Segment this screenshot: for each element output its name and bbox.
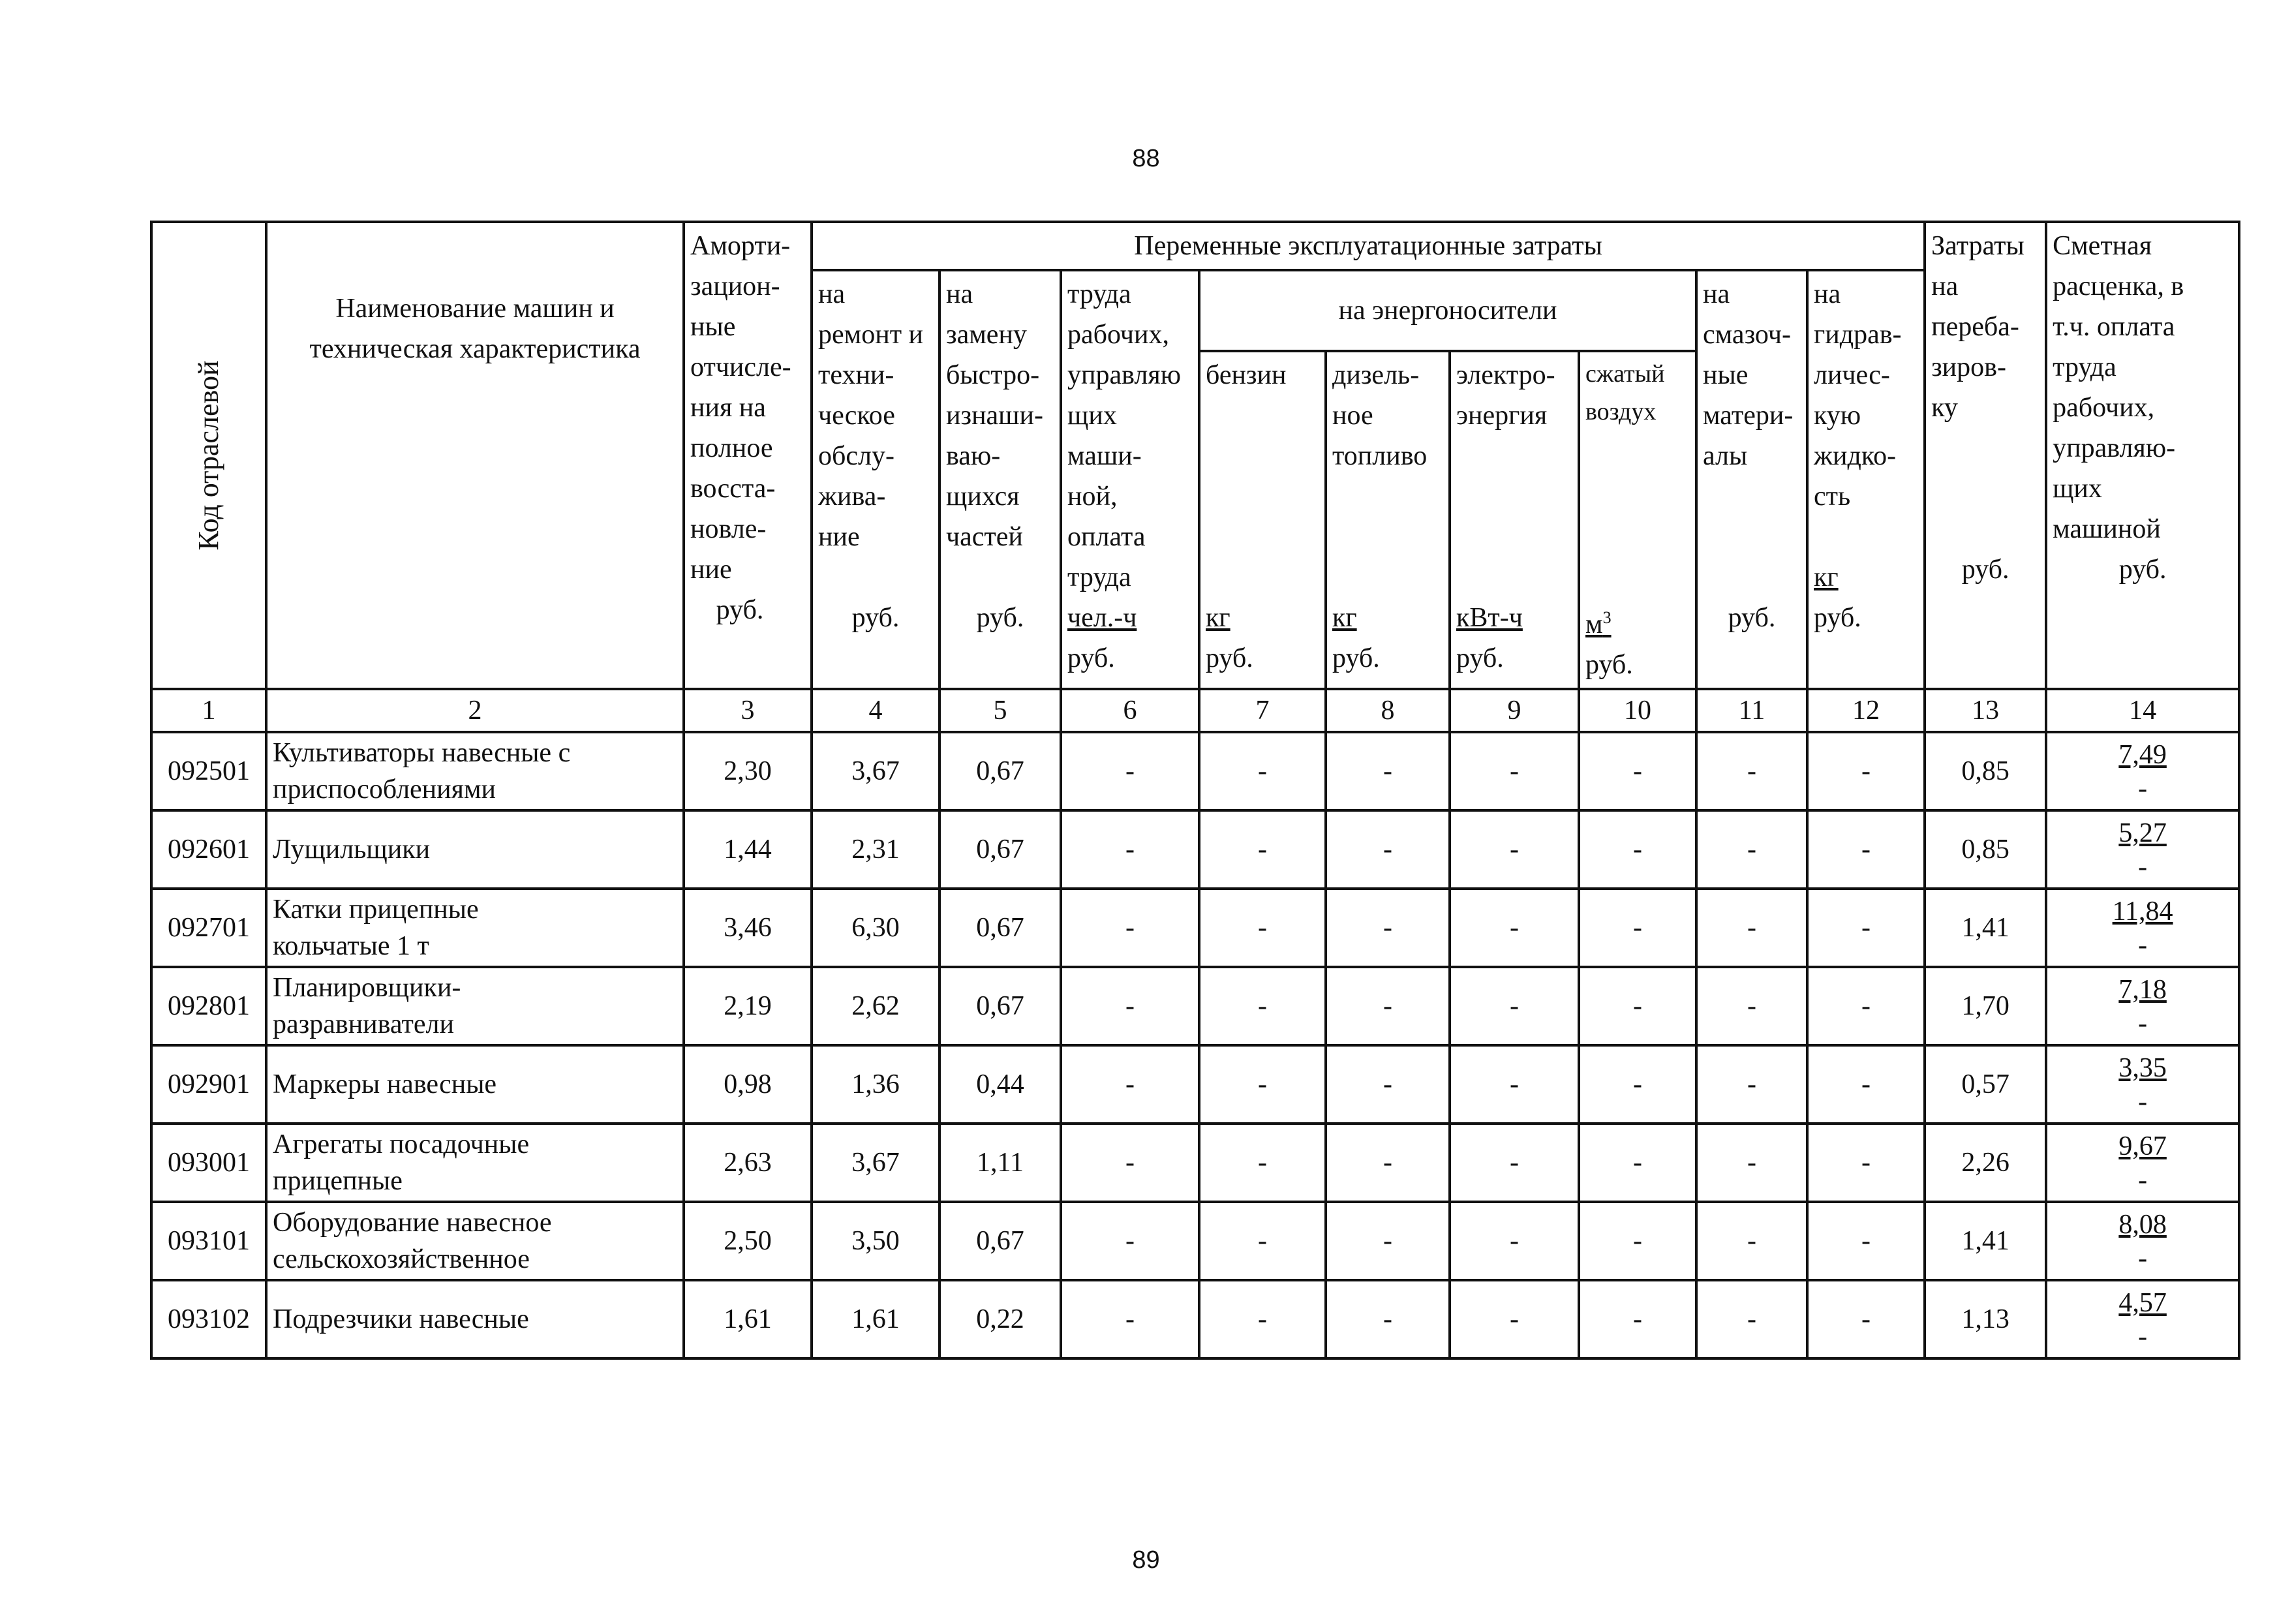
- column-number: 13: [1925, 689, 2046, 732]
- amortization-value: 1,61: [684, 1280, 812, 1358]
- machine-cost-table: [150, 221, 2240, 1360]
- column-number: 10: [1579, 689, 1696, 732]
- parts-value: 0,67: [940, 810, 1061, 889]
- empty-value: -: [1579, 889, 1696, 967]
- table-row: [151, 1202, 2239, 1280]
- header-hydraulic: на гидрав- личес- кую жидко- сть кг руб.: [1807, 270, 1925, 689]
- empty-value: -: [1199, 967, 1326, 1045]
- empty-value: -: [1326, 1045, 1450, 1124]
- repair-value: 2,62: [812, 967, 940, 1045]
- table-row: [151, 1280, 2239, 1358]
- empty-value: -: [1450, 1202, 1579, 1280]
- relocation-value: 0,85: [1925, 732, 2046, 810]
- repair-value: 6,30: [812, 889, 940, 967]
- parts-value: 0,22: [940, 1280, 1061, 1358]
- estimate-price: [2046, 1124, 2239, 1202]
- empty-value: -: [1199, 1202, 1326, 1280]
- empty-value: -: [1807, 1124, 1925, 1202]
- empty-value: -: [1807, 889, 1925, 967]
- header-relocation: Затраты на переба- зиров- ку руб.: [1925, 222, 2046, 689]
- machine-name: Маркеры навесные: [266, 1045, 684, 1124]
- header-name: Наименование машин и техническая характеристика: [266, 222, 684, 689]
- machine-name: Планировщики- разравниватели: [266, 967, 684, 1045]
- empty-value: -: [1696, 1202, 1807, 1280]
- empty-value: -: [1696, 1045, 1807, 1124]
- header-energy: на энергоносители: [1199, 270, 1696, 351]
- empty-value: -: [1199, 1124, 1326, 1202]
- repair-value: 1,36: [812, 1045, 940, 1124]
- estimate-total: 7,18: [2118, 975, 2167, 1005]
- estimate-labor: -: [2138, 1244, 2148, 1274]
- estimate-price: [2046, 1280, 2239, 1358]
- machine-code: 092901: [151, 1045, 266, 1124]
- amortization-value: 2,30: [684, 732, 812, 810]
- parts-value: 0,67: [940, 967, 1061, 1045]
- machine-name: Оборудование навесное сельскохозяйственное: [266, 1202, 684, 1280]
- header-parts: на замену быстро- изнаши- ваю- щихся частей руб.: [940, 270, 1061, 689]
- estimate-labor: -: [2138, 1009, 2148, 1039]
- machine-code: 093101: [151, 1202, 266, 1280]
- parts-value: 1,11: [940, 1124, 1061, 1202]
- header-petrol: бензин кг руб.: [1199, 351, 1326, 689]
- table-row: [151, 1124, 2239, 1202]
- machine-name: Культиваторы навесные с приспособлениями: [266, 732, 684, 810]
- empty-value: -: [1450, 1280, 1579, 1358]
- empty-value: -: [1450, 967, 1579, 1045]
- relocation-value: 1,41: [1925, 1202, 2046, 1280]
- amortization-value: 2,63: [684, 1124, 812, 1202]
- column-number: 4: [812, 689, 940, 732]
- relocation-value: 1,41: [1925, 889, 2046, 967]
- header-diesel: дизель- ное топливо кг руб.: [1326, 351, 1450, 689]
- empty-value: -: [1199, 732, 1326, 810]
- empty-value: -: [1807, 1045, 1925, 1124]
- amortization-value: 2,50: [684, 1202, 812, 1280]
- relocation-value: 1,13: [1925, 1280, 2046, 1358]
- table-row: [151, 732, 2239, 810]
- empty-value: -: [1579, 810, 1696, 889]
- machine-code: 093102: [151, 1280, 266, 1358]
- empty-value: -: [1061, 732, 1199, 810]
- estimate-labor: -: [2138, 1087, 2148, 1117]
- estimate-labor: -: [2138, 774, 2148, 804]
- empty-value: -: [1061, 1202, 1199, 1280]
- empty-value: -: [1199, 1045, 1326, 1124]
- empty-value: -: [1061, 967, 1199, 1045]
- column-number: 12: [1807, 689, 1925, 732]
- empty-value: -: [1696, 732, 1807, 810]
- amortization-value: 0,98: [684, 1045, 812, 1124]
- estimate-labor: -: [2138, 930, 2148, 960]
- header-compressed-air: сжатый воздух $м^3$ руб.: [1579, 351, 1696, 689]
- empty-value: -: [1696, 967, 1807, 1045]
- estimate-total: 9,67: [2118, 1131, 2167, 1161]
- amortization-value: 1,44: [684, 810, 812, 889]
- repair-value: 3,50: [812, 1202, 940, 1280]
- repair-value: 2,31: [812, 810, 940, 889]
- header-variable-costs: Переменные эксплуатационные затраты: [812, 222, 1925, 270]
- empty-value: -: [1696, 1124, 1807, 1202]
- relocation-value: 0,57: [1925, 1045, 2046, 1124]
- column-number: 3: [684, 689, 812, 732]
- parts-value: 0,67: [940, 1202, 1061, 1280]
- estimate-labor: -: [2138, 1322, 2148, 1352]
- empty-value: -: [1199, 810, 1326, 889]
- table-row: [151, 889, 2239, 967]
- empty-value: -: [1807, 1202, 1925, 1280]
- estimate-price: [2046, 889, 2239, 967]
- empty-value: -: [1579, 967, 1696, 1045]
- empty-value: -: [1579, 1124, 1696, 1202]
- empty-value: -: [1326, 1124, 1450, 1202]
- column-number: 6: [1061, 689, 1199, 732]
- empty-value: -: [1807, 732, 1925, 810]
- estimate-total: 11,84: [2112, 896, 2173, 927]
- estimate-total: 4,57: [2118, 1288, 2167, 1318]
- column-number: 8: [1326, 689, 1450, 732]
- header-electricity: электро- энергия кВт-ч руб.: [1450, 351, 1579, 689]
- header-lubricants: на смазоч- ные матери- алы руб.: [1696, 270, 1807, 689]
- repair-value: 3,67: [812, 1124, 940, 1202]
- empty-value: -: [1326, 810, 1450, 889]
- empty-value: -: [1061, 810, 1199, 889]
- column-number: 9: [1450, 689, 1579, 732]
- relocation-value: 2,26: [1925, 1124, 2046, 1202]
- empty-value: -: [1450, 1045, 1579, 1124]
- column-number: 1: [151, 689, 266, 732]
- estimate-total: 5,27: [2118, 818, 2167, 848]
- header-repair: на ремонт и техни- ческое обслу- жива- ние руб.: [812, 270, 940, 689]
- header-labor: труда рабочих, управляю щих маши- ной, оплата труда чел.-ч руб.: [1061, 270, 1199, 689]
- empty-value: -: [1696, 810, 1807, 889]
- column-number: 2: [266, 689, 684, 732]
- estimate-labor: -: [2138, 1165, 2148, 1195]
- empty-value: -: [1326, 1202, 1450, 1280]
- machine-name: Агрегаты посадочные прицепные: [266, 1124, 684, 1202]
- estimate-price: [2046, 1202, 2239, 1280]
- header-code: Код отраслевой: [151, 222, 266, 689]
- empty-value: -: [1061, 1045, 1199, 1124]
- table-row: [151, 1045, 2239, 1124]
- machine-name: Лущильщики: [266, 810, 684, 889]
- relocation-value: 1,70: [1925, 967, 2046, 1045]
- machine-name: Катки прицепные кольчатые 1 т: [266, 889, 684, 967]
- column-number: 14: [2046, 689, 2239, 732]
- empty-value: -: [1696, 889, 1807, 967]
- estimate-total: 8,08: [2118, 1210, 2167, 1240]
- empty-value: -: [1450, 810, 1579, 889]
- empty-value: -: [1450, 1124, 1579, 1202]
- machine-name: Подрезчики навесные: [266, 1280, 684, 1358]
- empty-value: -: [1807, 967, 1925, 1045]
- empty-value: -: [1061, 889, 1199, 967]
- empty-value: -: [1807, 1280, 1925, 1358]
- estimate-price: [2046, 1045, 2239, 1124]
- page-number-bottom: 89: [1132, 1546, 1160, 1574]
- empty-value: -: [1199, 1280, 1326, 1358]
- header-amortization: Аморти- зацион- ные отчисле- ния на полное восста- новле- ние руб.: [684, 222, 812, 689]
- empty-value: -: [1061, 1280, 1199, 1358]
- empty-value: -: [1579, 1045, 1696, 1124]
- machine-code: 093001: [151, 1124, 266, 1202]
- repair-value: 3,67: [812, 732, 940, 810]
- empty-value: -: [1450, 732, 1579, 810]
- estimate-total: 7,49: [2118, 740, 2167, 770]
- empty-value: -: [1807, 810, 1925, 889]
- empty-value: -: [1579, 732, 1696, 810]
- estimate-price: [2046, 967, 2239, 1045]
- machine-code: 092801: [151, 967, 266, 1045]
- machine-code: 092601: [151, 810, 266, 889]
- empty-value: -: [1326, 967, 1450, 1045]
- table-row: [151, 967, 2239, 1045]
- empty-value: -: [1061, 1124, 1199, 1202]
- page-number-top: 88: [1132, 145, 1160, 172]
- column-number: 11: [1696, 689, 1807, 732]
- empty-value: -: [1199, 889, 1326, 967]
- parts-value: 0,67: [940, 732, 1061, 810]
- relocation-value: 0,85: [1925, 810, 2046, 889]
- estimate-price: [2046, 732, 2239, 810]
- empty-value: -: [1326, 732, 1450, 810]
- table-row: [151, 810, 2239, 889]
- estimate-price: [2046, 810, 2239, 889]
- amortization-value: 2,19: [684, 967, 812, 1045]
- column-number-row: [151, 689, 2239, 732]
- empty-value: -: [1696, 1280, 1807, 1358]
- parts-value: 0,44: [940, 1045, 1061, 1124]
- amortization-value: 3,46: [684, 889, 812, 967]
- empty-value: -: [1326, 1280, 1450, 1358]
- empty-value: -: [1450, 889, 1579, 967]
- empty-value: -: [1579, 1280, 1696, 1358]
- column-number: 7: [1199, 689, 1326, 732]
- estimate-total: 3,35: [2118, 1053, 2167, 1083]
- header-estimate: Сметная расценка, в т.ч. оплата труда рабочих, управляю- щих машиной руб.: [2046, 222, 2239, 689]
- parts-value: 0,67: [940, 889, 1061, 967]
- repair-value: 1,61: [812, 1280, 940, 1358]
- machine-code: 092701: [151, 889, 266, 967]
- empty-value: -: [1579, 1202, 1696, 1280]
- machine-code: 092501: [151, 732, 266, 810]
- column-number: 5: [940, 689, 1061, 732]
- empty-value: -: [1326, 889, 1450, 967]
- estimate-labor: -: [2138, 852, 2148, 882]
